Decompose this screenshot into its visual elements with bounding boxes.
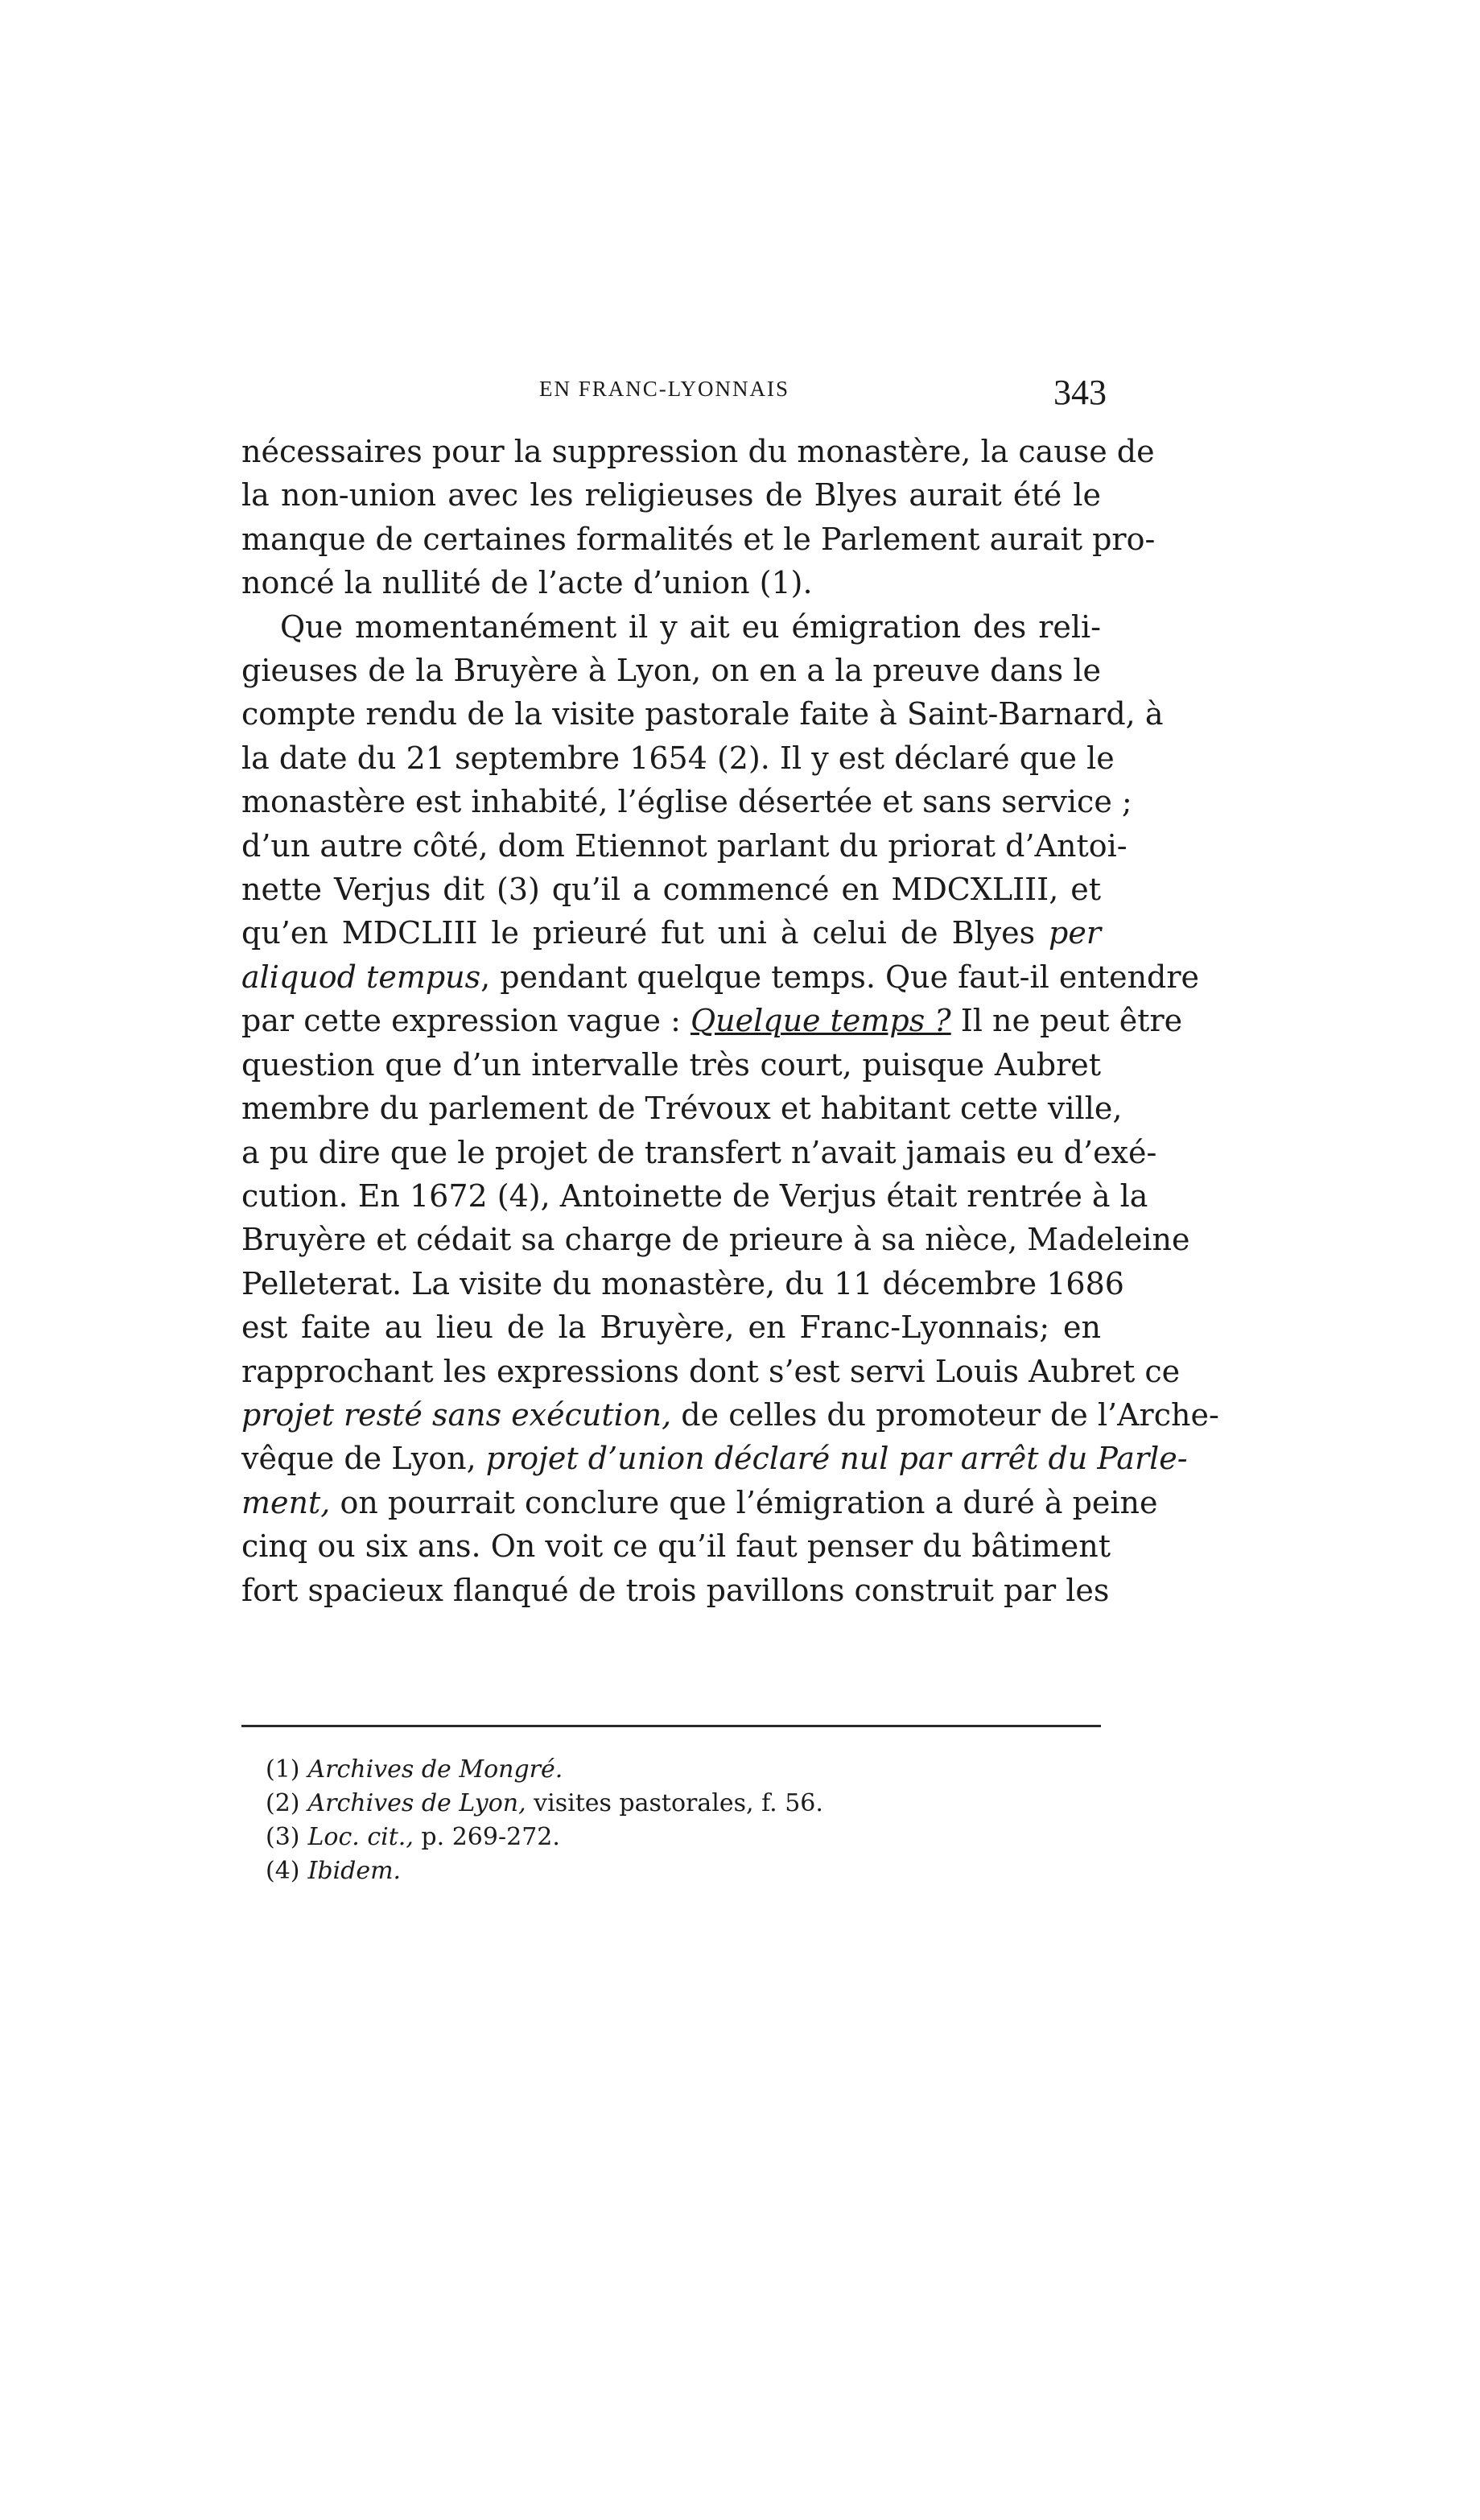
footnote-source: Ibidem.: [307, 1857, 402, 1885]
footnote: [266, 1821, 1070, 1854]
line-text: vêque de Lyon,: [241, 1441, 486, 1477]
text-line: manque de certaines formalités et le Parlement aurait pro-: [241, 521, 1156, 557]
running-header: [241, 372, 1107, 420]
footnotes: [266, 1753, 1070, 1888]
running-title: EN FRANC-LYONNAIS: [539, 377, 790, 401]
text-line: Pelleterat. La visite du monastère, du 11 décembre 1686: [241, 1265, 1124, 1301]
line-text: par cette expression vague :: [241, 1003, 691, 1039]
footnote-text: p. 269-272.: [413, 1823, 560, 1851]
text-line: cinq ou six ans. On voit ce qu’il faut penser du bâtiment: [241, 1528, 1111, 1565]
text-line: fort spacieux flanqué de trois pavillons construit par les: [241, 1572, 1110, 1608]
footnote-number: (4): [266, 1857, 300, 1885]
italic-phrase: per: [1049, 915, 1101, 951]
paragraph-1: [241, 430, 1156, 605]
footnote: [266, 1854, 1070, 1888]
text-line: cution. En 1672 (4), Antoinette de Verjus était rentrée à la: [241, 1178, 1148, 1214]
text-line: question que d’un intervalle très court, puisque Aubret: [241, 1046, 1101, 1083]
footnote-source: Archives de Mongré.: [307, 1755, 563, 1784]
line-text: on pourrait conclure que l’émigration a duré à peine: [330, 1484, 1158, 1520]
text-line: gieuses de la Bruyère à Lyon, on en a la preuve dans le: [241, 653, 1101, 689]
italic-phrase: [691, 1003, 951, 1038]
text-line: [241, 999, 1183, 1042]
text-line: la date du 21 septembre 1654 (2). Il y est déclaré que le: [241, 740, 1115, 776]
line-text: de celles du promoteur de l’Arche-: [671, 1396, 1219, 1433]
text-line: compte rendu de la visite pastorale faite à Saint-Barnard, à: [241, 696, 1164, 732]
italic-phrase: projet d’union déclaré nul par arrêt du Parle-: [485, 1441, 1188, 1477]
line-text: Il ne peut être: [950, 1003, 1183, 1039]
text-line: [241, 1437, 1188, 1480]
underlined-phrase: Quelque temps ?: [690, 1003, 951, 1039]
text-line: noncé la nullité de l’acte d’union (1).: [241, 565, 813, 601]
footnote: [266, 1787, 1070, 1821]
body-text: [241, 430, 1219, 1612]
text-line: Que momentanément il y ait eu émigration des reli-: [280, 608, 1101, 645]
text-line: monastère est inhabité, l’église désertée et sans service ;: [241, 784, 1132, 820]
text-line: la non-union avec les religieuses de Blyes aurait été le: [241, 477, 1101, 513]
text-line: est faite au lieu de la Bruyère, en Franc-Lyonnais; en: [241, 1309, 1101, 1346]
text-line: d’un autre côté, dom Etiennot parlant du priorat d’Antoi-: [241, 827, 1128, 864]
italic-phrase: projet resté sans exécution,: [241, 1396, 672, 1433]
footnote-text: visites pastorales, f. 56.: [526, 1789, 823, 1817]
text-line: membre du parlement de Trévoux et habitant cette ville,: [241, 1091, 1123, 1127]
footnote-number: (2): [266, 1789, 300, 1817]
italic-phrase: ment,: [241, 1484, 331, 1520]
text-line: Bruyère et cédait sa charge de prieure à sa nièce, Madeleine: [241, 1222, 1190, 1258]
footnote-number: (1): [266, 1755, 300, 1784]
text-line: nette Verjus dit (3) qu’il a commencé en MDCXLIII, et: [241, 872, 1101, 908]
page-number: 343: [1053, 373, 1107, 412]
footnote: [266, 1753, 1070, 1787]
line-text: qu’en MDCLIII le prieuré fut uni à celui de Blyes: [241, 915, 1049, 951]
text-line: [241, 1481, 1158, 1524]
footnote-divider: [241, 1725, 1101, 1727]
footnote-source: Archives de Lyon,: [307, 1789, 526, 1817]
text-line: [241, 911, 1101, 955]
text-line: nécessaires pour la suppression du monastère, la cause de: [241, 434, 1155, 469]
text-line: rapprochant les expressions dont s’est servi Louis Aubret ce: [241, 1353, 1181, 1389]
italic-phrase: aliquod tempus: [241, 959, 481, 995]
text-line: a pu dire que le projet de transfert n’avait jamais eu d’exé-: [241, 1134, 1157, 1170]
text-line: [241, 1393, 1219, 1437]
footnote-number: (3): [266, 1823, 300, 1851]
line-text: , pendant quelque temps. Que faut-il entendre: [480, 959, 1200, 995]
footnote-source: Loc. cit.,: [307, 1823, 414, 1851]
paragraph-2: [241, 605, 1219, 1612]
text-line: [241, 955, 1200, 999]
